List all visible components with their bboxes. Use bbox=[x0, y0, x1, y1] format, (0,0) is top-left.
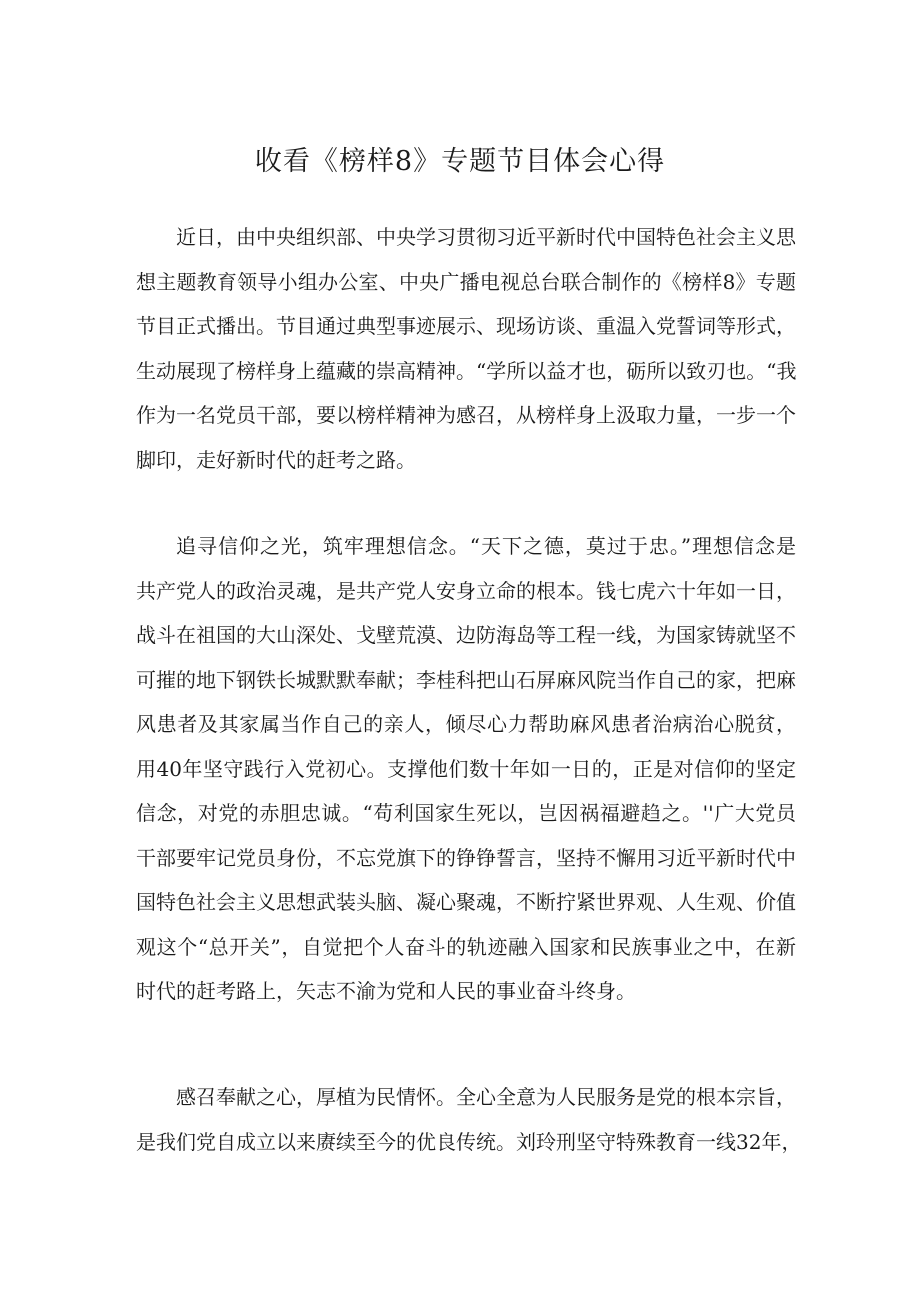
text-line: 共产党人的政治灵魂，是共产党人安身立命的根本。钱七虎六十年如一日， bbox=[136, 578, 796, 603]
text-line: 战斗在祖国的大山深处、戈壁荒漠、边防海岛等工程一线，为国家铸就坚不 bbox=[136, 623, 796, 647]
text-line: 近日，由中央组织部、中央学习贯彻习近平新时代中国特色社会主义思 bbox=[176, 225, 796, 249]
text-line: 时代的赶考路上，矢志不渝为党和人民的事业奋斗终身。 bbox=[136, 979, 636, 1003]
text-line: 脚印，走好新时代的赶考之路。 bbox=[136, 447, 416, 472]
text-line: 作为一名党员干部，要以榜样精神为感召，从榜样身上汲取力量，一步一个 bbox=[136, 403, 796, 427]
text-line: 生动展现了榜样身上蕴藏的崇高精神。“学所以益才也，砺所以致刃也。“我 bbox=[136, 358, 797, 383]
paragraph-1 bbox=[136, 215, 796, 482]
text-line: 国特色社会主义思想武装头脑、凝心聚魂，不断拧紧世界观、人生观、价值 bbox=[136, 890, 796, 914]
text-line: 想主题教育领导小组办公室、中央广播电视总台联合制作的《榜样8》专题 bbox=[136, 269, 796, 294]
text-line: 观这个“总开关”，自觉把个人奋斗的轨迹融入国家和民族事业之中，在新 bbox=[136, 934, 796, 959]
text-line: 风患者及其家属当作自己的亲人，倾尽心力帮助麻风患者治病治心脱贫， bbox=[136, 712, 796, 736]
text-line: 是我们党自成立以来赓续至今的优良传统。刘玲刑坚守特殊教育一线32年， bbox=[136, 1129, 802, 1154]
text-line: 追寻信仰之光，筑牢理想信念。“天下之德，莫过于忠。”理想信念是 bbox=[176, 534, 796, 558]
text-line: 感召奉献之心，厚植为民情怀。全心全意为人民服务是党的根本宗旨， bbox=[176, 1085, 796, 1109]
document-title: 收看《榜样8》专题节目体会心得 bbox=[254, 146, 666, 177]
text-line: 用40年坚守践行入党初心。支撑他们数十年如一日的，正是对信仰的坚定 bbox=[136, 756, 796, 781]
paragraph-3 bbox=[136, 1075, 802, 1164]
text-line: 信念，对党的赤胆忠诚。“苟利国家生死以，岂因祸福避趋之。''广大党员 bbox=[136, 801, 796, 825]
paragraph-2 bbox=[136, 524, 796, 1014]
text-line: 可摧的地下钢铁长城默默奉献；李桂科把山石屏麻风院当作自己的家，把麻 bbox=[136, 667, 796, 692]
text-line: 干部要牢记党员身份，不忘党旗下的铮铮誓言，坚持不懈用习近平新时代中 bbox=[136, 845, 796, 870]
text-line: 节目正式播出。节目通过典型事迹展示、现场访谈、重温入党誓词等形式， bbox=[136, 314, 796, 338]
